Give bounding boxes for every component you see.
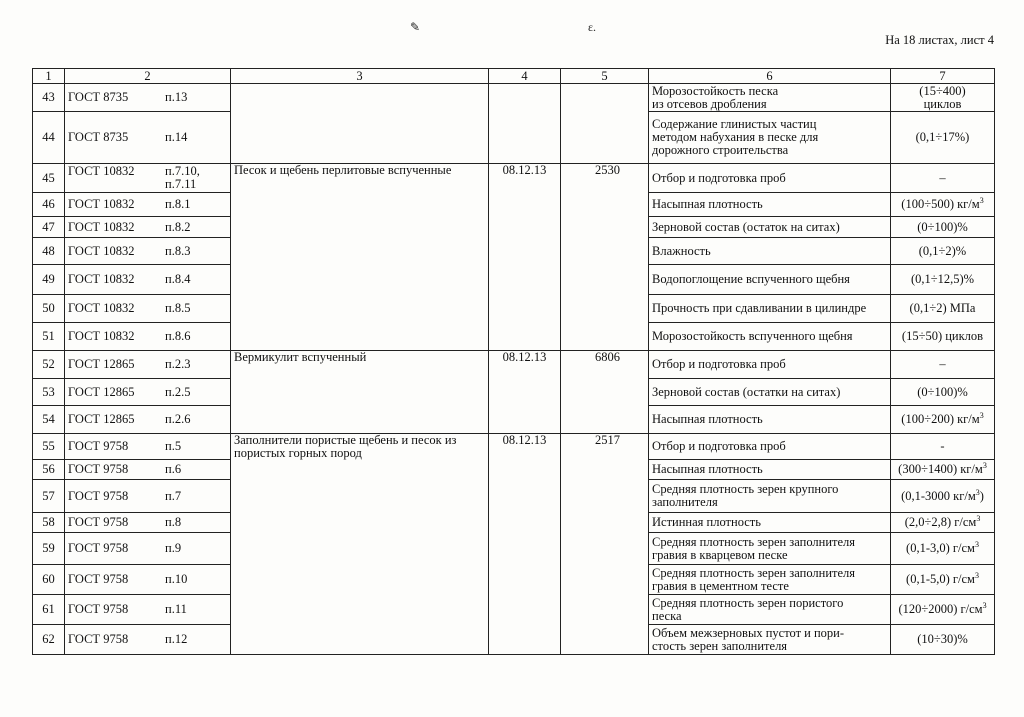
- table-row: [33, 434, 995, 460]
- standard-clause: п.8.5: [165, 301, 191, 315]
- standard-name: ГОСТ 9758: [68, 602, 129, 616]
- row-number: 59: [33, 533, 65, 565]
- standard-clause: п.8: [165, 515, 182, 529]
- range-cell: (0,1÷2)%: [891, 238, 995, 265]
- standard-clause: п.8.6: [165, 329, 191, 343]
- characteristic-cell: Зерновой состав (остаток на ситах): [649, 217, 891, 238]
- standard-clause: п.8.1: [165, 197, 191, 211]
- standard-cell: [65, 323, 231, 351]
- table-row: [33, 351, 995, 379]
- standard-cell: [65, 295, 231, 323]
- standard-name: ГОСТ 12865: [68, 412, 135, 426]
- standard-cell: [65, 625, 231, 655]
- col-header: 7: [891, 69, 995, 84]
- standard-name: ГОСТ 8735: [68, 130, 129, 144]
- code-tnved-cell: 2530: [561, 164, 649, 351]
- code-tnved-cell: 2517: [561, 434, 649, 655]
- standard-name: ГОСТ 10832: [68, 272, 135, 286]
- row-number: 51: [33, 323, 65, 351]
- standard-cell: [65, 565, 231, 595]
- range-cell: (0÷100)%: [891, 217, 995, 238]
- range-cell: (2,0÷2,8) $г/см^3$: [891, 513, 995, 533]
- range-cell: -: [891, 434, 995, 460]
- standard-clause: п.10: [165, 572, 188, 586]
- characteristic-cell: Зерновой состав (остатки на ситах): [649, 379, 891, 406]
- range-cell: –: [891, 164, 995, 193]
- characteristic-cell: Средняя плотность зерен заполнителя гравия в кварцевом песке: [649, 533, 891, 565]
- characteristic-cell: Водопоглощение вспученного щебня: [649, 265, 891, 295]
- code-okpd-cell: 08.12.13: [489, 434, 561, 655]
- range-cell: (0,1-3,0) $г/см^3$: [891, 533, 995, 565]
- standard-cell: [65, 238, 231, 265]
- standard-clause: п.6: [165, 462, 182, 476]
- standard-name: ГОСТ 9758: [68, 632, 129, 646]
- standard-name: ГОСТ 9758: [68, 488, 129, 503]
- standard-clause: п.14: [165, 130, 188, 144]
- characteristic-cell: Отбор и подготовка проб: [649, 164, 891, 193]
- characteristic-cell: Средняя плотность зерен пористого песка: [649, 595, 891, 625]
- standard-cell: [65, 460, 231, 480]
- col-header: 6: [649, 69, 891, 84]
- col-header: 1: [33, 69, 65, 84]
- range-cell: (15÷50) циклов: [891, 323, 995, 351]
- row-number: 53: [33, 379, 65, 406]
- row-number: 52: [33, 351, 65, 379]
- standard-cell: [65, 533, 231, 565]
- characteristic-cell: Влажность: [649, 238, 891, 265]
- row-number: 46: [33, 193, 65, 217]
- row-number: 55: [33, 434, 65, 460]
- col-header: 3: [231, 69, 489, 84]
- standard-clause: п.8.3: [165, 243, 191, 258]
- table-row: [33, 84, 995, 112]
- standard-clause: п.9: [165, 541, 182, 555]
- product-cell: Вермикулит вспученный: [231, 351, 489, 434]
- product-cell: Песок и щебень перлитовые вспученные: [231, 164, 489, 351]
- range-cell: (0÷100)%: [891, 379, 995, 406]
- code-okpd-cell: 08.12.13: [489, 164, 561, 351]
- standard-cell: [65, 265, 231, 295]
- standard-cell: [65, 379, 231, 406]
- characteristic-cell: Истинная плотность: [649, 513, 891, 533]
- characteristic-cell: Насыпная плотность: [649, 193, 891, 217]
- characteristic-cell: Средняя плотность зерен крупного заполнителя: [649, 480, 891, 513]
- range-cell: –: [891, 351, 995, 379]
- standard-cell: [65, 112, 231, 164]
- code-tnved-cell: 6806: [561, 351, 649, 434]
- standard-clause: п.2.6: [165, 412, 191, 426]
- row-number: 54: [33, 406, 65, 434]
- standard-name: ГОСТ 10832: [68, 219, 135, 234]
- standard-name: ГОСТ 10832: [68, 243, 135, 258]
- range-cell: (120÷2000) $г/см^3$: [891, 595, 995, 625]
- characteristic-cell: Насыпная плотность: [649, 460, 891, 480]
- standard-name: ГОСТ 9758: [68, 515, 129, 529]
- row-number: 47: [33, 217, 65, 238]
- standard-name: ГОСТ 10832: [68, 301, 135, 315]
- row-number: 44: [33, 112, 65, 164]
- row-number: 58: [33, 513, 65, 533]
- characteristic-cell: Морозостойкость песка из отсевов дробления: [649, 84, 891, 112]
- col-header: 4: [489, 69, 561, 84]
- standard-cell: [65, 351, 231, 379]
- standard-cell: [65, 434, 231, 460]
- standard-cell: [65, 217, 231, 238]
- row-number: 48: [33, 238, 65, 265]
- range-cell: (0,1-5,0) $г/см^3$: [891, 565, 995, 595]
- range-cell: (0,1÷2) МПа: [891, 295, 995, 323]
- standard-name: ГОСТ 10832: [68, 197, 135, 211]
- range-cell: (300÷1400) $кг/м^3$: [891, 460, 995, 480]
- standard-clause: п.11: [165, 602, 187, 616]
- product-cell: Заполнители пористые щебень и песок из пористых горных пород: [231, 434, 489, 655]
- characteristic-cell: Отбор и подготовка проб: [649, 434, 891, 460]
- standard-clause: п.13: [165, 90, 188, 104]
- standard-name: ГОСТ 10832: [68, 164, 135, 178]
- row-number: 62: [33, 625, 65, 655]
- range-cell: (100÷500) $кг/м^3$: [891, 193, 995, 217]
- standard-cell: [65, 84, 231, 112]
- standard-clause: п.8.2: [165, 219, 191, 234]
- row-number: 43: [33, 84, 65, 112]
- standard-cell: [65, 513, 231, 533]
- characteristic-cell: Содержание глинистых частиц методом набухания в песке для дорожного строительства: [649, 112, 891, 164]
- characteristic-cell: Отбор и подготовка проб: [649, 351, 891, 379]
- standard-cell: [65, 193, 231, 217]
- product-cell: [231, 84, 489, 164]
- code-okpd-cell: [489, 84, 561, 164]
- characteristic-cell: Объем межзерновых пустот и пори- стость зерен заполнителя: [649, 625, 891, 655]
- row-number: 60: [33, 565, 65, 595]
- code-okpd-cell: 08.12.13: [489, 351, 561, 434]
- row-number: 49: [33, 265, 65, 295]
- col-header: 5: [561, 69, 649, 84]
- column-number-row: [33, 69, 995, 84]
- range-cell: (100÷200) $кг/м^3$: [891, 406, 995, 434]
- range-cell: (15÷400) циклов: [891, 84, 995, 112]
- standard-cell: [65, 480, 231, 513]
- range-cell: (0,1÷17%): [891, 112, 995, 164]
- row-number: 45: [33, 164, 65, 193]
- standard-cell: [65, 595, 231, 625]
- standard-clause: п.7: [165, 488, 182, 503]
- characteristic-cell: Прочность при сдавливании в цилиндре: [649, 295, 891, 323]
- standard-name: ГОСТ 10832: [68, 329, 135, 343]
- standard-clause: п.2.3: [165, 357, 191, 371]
- scan-mark-left: ✎: [410, 20, 421, 34]
- standard-name: ГОСТ 12865: [68, 384, 135, 399]
- page-info: На 18 листах, лист 4: [885, 33, 994, 47]
- standard-name: ГОСТ 9758: [68, 439, 129, 453]
- standard-cell: [65, 164, 231, 193]
- code-tnved-cell: [561, 84, 649, 164]
- standard-clause: п.7.10, п.7.11: [165, 164, 200, 191]
- table-row: [33, 164, 995, 193]
- scan-mark-right: ɛ.: [588, 20, 597, 34]
- standard-name: ГОСТ 8735: [68, 90, 129, 104]
- row-number: 56: [33, 460, 65, 480]
- standard-clause: п.5: [165, 439, 182, 453]
- standard-clause: п.12: [165, 632, 188, 646]
- range-cell: (0,1-3000 $кг/м^3$): [891, 480, 995, 513]
- row-number: 50: [33, 295, 65, 323]
- accreditation-table: [32, 68, 995, 655]
- row-number: 61: [33, 595, 65, 625]
- standard-name: ГОСТ 9758: [68, 572, 129, 586]
- standard-name: ГОСТ 9758: [68, 541, 129, 555]
- characteristic-cell: Насыпная плотность: [649, 406, 891, 434]
- standard-name: ГОСТ 12865: [68, 357, 135, 371]
- range-cell: (10÷30)%: [891, 625, 995, 655]
- characteristic-cell: Средняя плотность зерен заполнителя гравия в цементном тесте: [649, 565, 891, 595]
- standard-clause: п.2.5: [165, 384, 191, 399]
- standard-name: ГОСТ 9758: [68, 462, 129, 476]
- standard-cell: [65, 406, 231, 434]
- range-cell: (0,1÷12,5)%: [891, 265, 995, 295]
- characteristic-cell: Морозостойкость вспученного щебня: [649, 323, 891, 351]
- col-header: 2: [65, 69, 231, 84]
- standard-clause: п.8.4: [165, 272, 191, 286]
- row-number: 57: [33, 480, 65, 513]
